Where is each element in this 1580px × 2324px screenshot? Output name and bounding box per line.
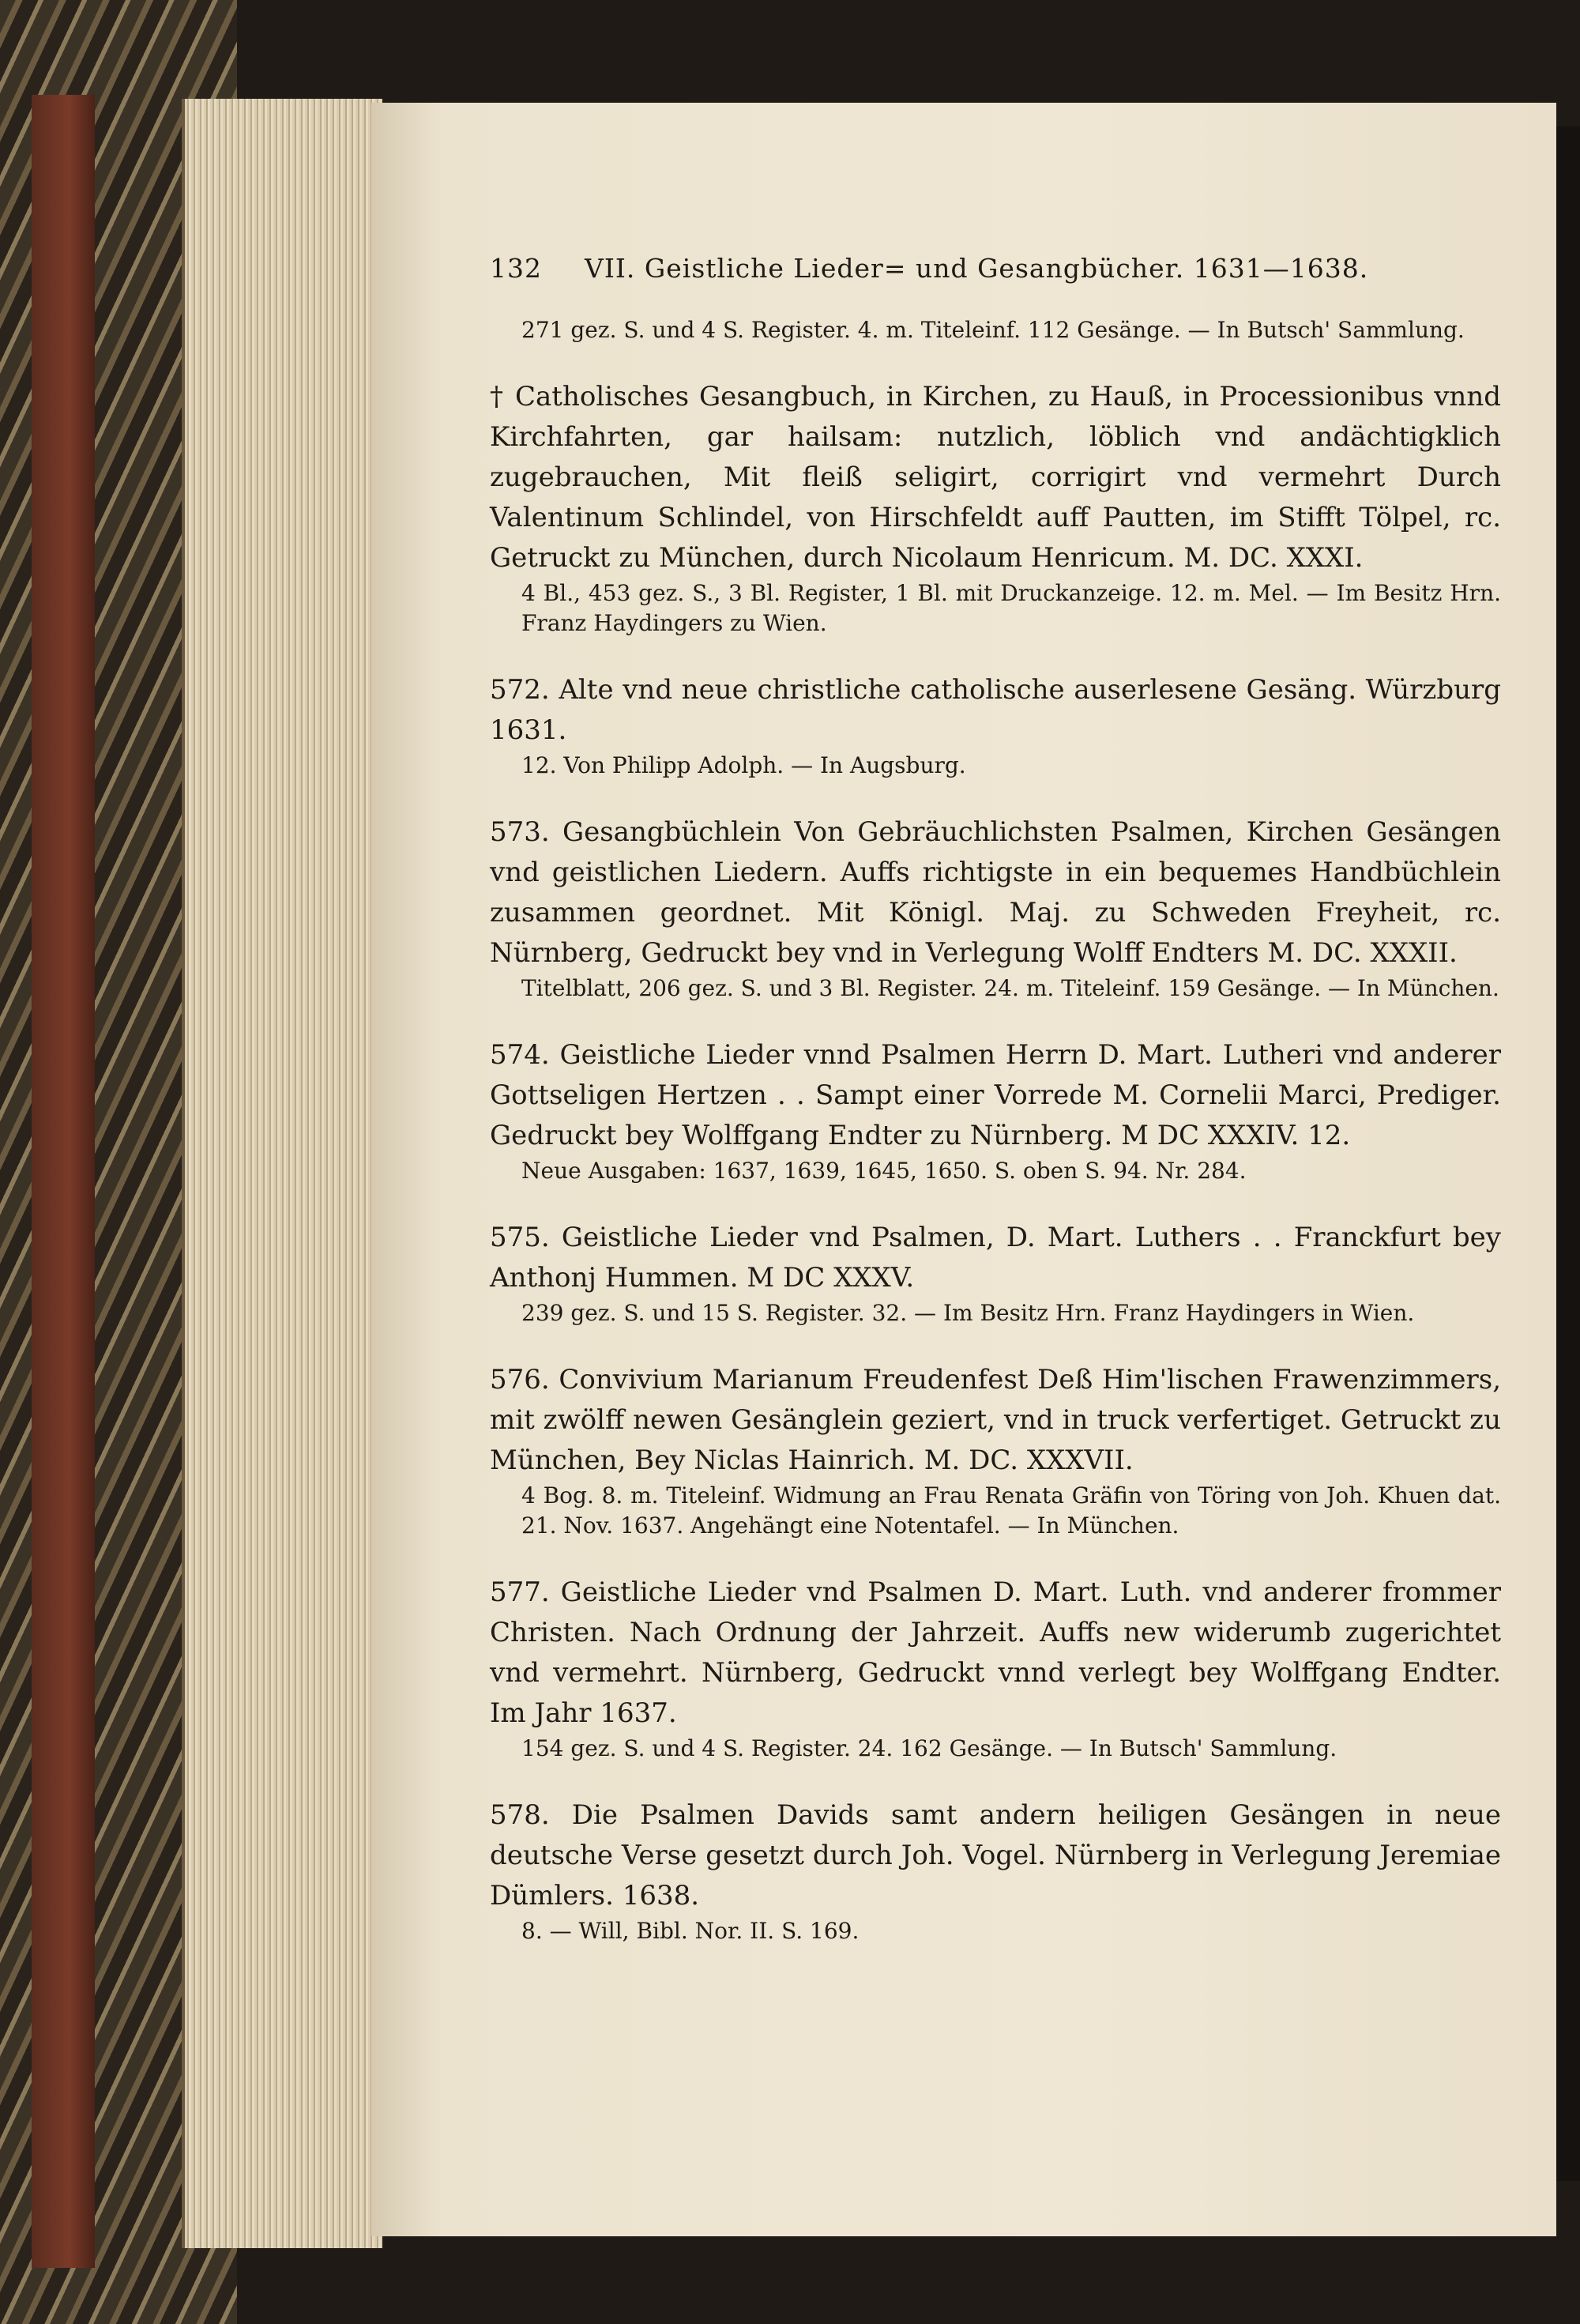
entry-dagger — [490, 377, 1501, 578]
entry-notes: 4 Bog. 8. m. Titeleinf. Widmung an Frau Renata Gräfin von Töring von Joh. Khuen dat. 21. Nov. 1637. Angehängt eine Notentafel. — In München. — [521, 1482, 1501, 1539]
page-stack-edges — [182, 99, 382, 2248]
entry-title: Catholisches Gesangbuch, in Kirchen, zu Hauß, in Processionibus vnnd Kirchfahrten, gar hailsam: nutzlich, löblich vnd andächtigklich zugebrauchen, Mit fleiß seligirt, corrigirt vnd vermehrt Durch Valentinum Schlindel, von Hirschfeldt auff Pautten, im Stifft Tölpel, rc. Getruckt zu München, durch Nicolaum Henricum. M. DC. XXXI. — [490, 381, 1501, 574]
entry-578 — [490, 1795, 1501, 1916]
entry-575 — [490, 1218, 1501, 1298]
entry-572 — [490, 670, 1501, 751]
entry-number: 578. — [490, 1799, 550, 1831]
entry-number: 573. — [490, 816, 550, 848]
entry-notes: 8. — Will, Bibl. Nor. II. S. 169. — [521, 1918, 860, 1944]
entry-notes: 239 gez. S. und 15 S. Register. 32. — Im Besitz Hrn. Franz Haydingers in Wien. — [521, 1300, 1415, 1326]
entry-number: † — [490, 381, 506, 412]
page-number: 132 — [490, 253, 542, 284]
entry-notes: Titelblatt, 206 gez. S. und 3 Bl. Register. 24. m. Titeleinf. 159 Gesänge. — In München. — [521, 975, 1499, 1001]
entry-573 — [490, 812, 1501, 974]
entry-number: 577. — [490, 1576, 550, 1608]
entry-number: 576. — [490, 1364, 550, 1396]
entry-title: Geistliche Lieder vnd Psalmen, D. Mart. Luthers . . Franckfurt bey Anthonj Hummen. M DC XXXV. — [490, 1222, 1502, 1294]
running-header — [490, 253, 1501, 284]
entry-title: Die Psalmen Davids samt andern heiligen Gesängen in neue deutsche Verse gesetzt durch Joh. Vogel. Nürnberg in Verlegung Jeremiae Dümlers. 1638. — [490, 1799, 1501, 1912]
entry-notes: Neue Ausgaben: 1637, 1639, 1645, 1650. S. oben S. 94. Nr. 284. — [521, 1158, 1247, 1184]
running-title: VII. Geistliche Lieder= und Gesangbücher. 1631—1638. — [585, 253, 1369, 284]
entry-notes: 154 gez. S. und 4 S. Register. 24. 162 Gesänge. — In Butsch' Sammlung. — [521, 1735, 1337, 1761]
entry-notes: 4 Bl., 453 gez. S., 3 Bl. Register, 1 Bl. mit Druckanzeige. 12. m. Mel. — Im Besitz Hrn. Franz Haydingers zu Wien. — [521, 580, 1501, 636]
entry-title: Gesangbüchlein Von Gebräuchlichsten Psalmen, Kirchen Gesängen vnd geistlichen Liedern. Auffs richtigste in ein bequemes Handbüchlein zusammen geordnet. Mit Königl. Maj. zu Schweden Freyheit, rc. Nürnberg, Gedruckt bey vnd in Verlegung Wolff Endters M. DC. XXXII. — [490, 816, 1501, 969]
entry-576 — [490, 1360, 1501, 1481]
background-strip — [1556, 126, 1580, 2181]
entry-577 — [490, 1573, 1501, 1734]
page-content — [490, 253, 1501, 1946]
entry-number: 572. — [490, 674, 550, 706]
entry-title: Convivium Marianum Freudenfest Deß Him'lischen Frawenzimmers, mit zwölff newen Gesänglein geziert, vnd in truck verfertiget. Getruckt zu München, Bey Niclas Hainrich. M. DC. XXXVII. — [490, 1364, 1501, 1476]
entry-title: Geistliche Lieder vnnd Psalmen Herrn D. Mart. Lutheri vnd anderer Gottseligen Hertzen . . Sampt einer Vorrede M. Cornelii Marci, Prediger. Gedruckt bey Wolffgang Endter zu Nürnberg. M DC XXXIV. 12. — [490, 1039, 1502, 1151]
entry-title: Geistliche Lieder vnd Psalmen D. Mart. Luth. vnd anderer frommer Christen. Nach Ordnung der Jahrzeit. Auffs new widerumb zugerichtet vnd vermehrt. Nürnberg, Gedruckt vnnd verlegt bey Wolffgang Endter. Im Jahr 1637. — [490, 1576, 1501, 1729]
entry-notes: 12. Von Philipp Adolph. — In Augsburg. — [521, 752, 966, 778]
entry-number: 574. — [490, 1039, 550, 1071]
entry-title: Alte vnd neue christliche catholische auserlesene Gesäng. Würzburg 1631. — [490, 674, 1501, 746]
entry-574 — [490, 1035, 1501, 1156]
book-spine-edge — [32, 95, 95, 2268]
entry-number: 575. — [490, 1222, 550, 1253]
entry-notes: 271 gez. S. und 4 S. Register. 4. m. Titeleinf. 112 Gesänge. — In Butsch' Sammlung. — [521, 317, 1465, 343]
